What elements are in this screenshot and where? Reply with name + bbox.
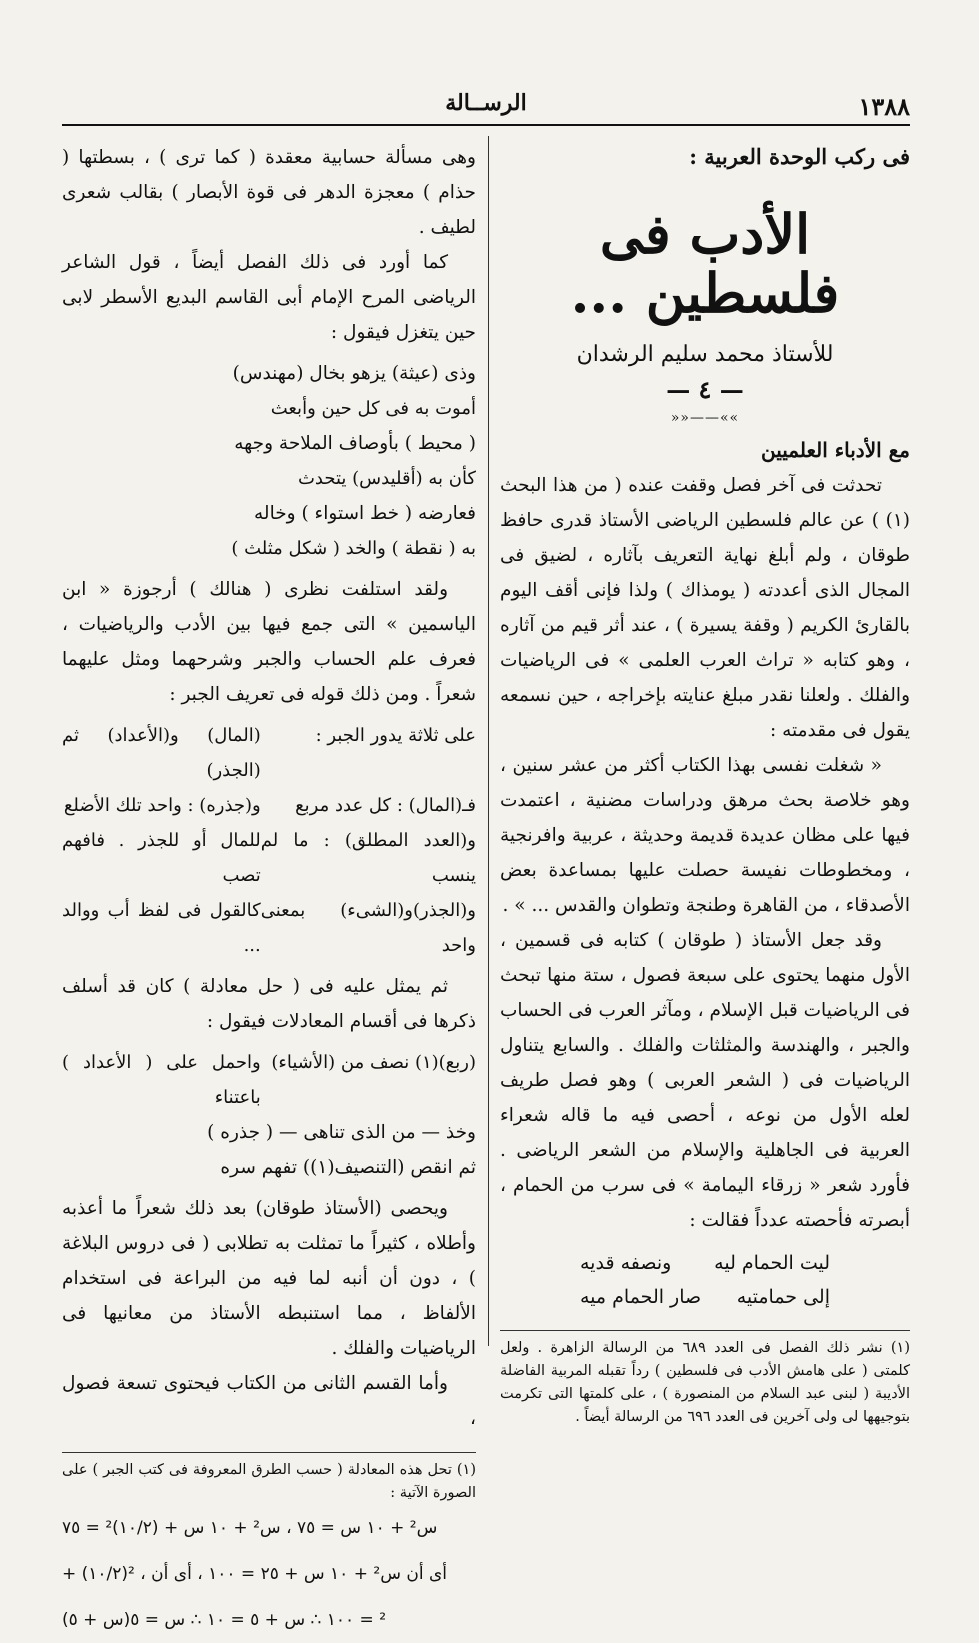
verse-hemistich: فـ(المال) : كل عدد مربع [295,795,476,816]
poem-row [580,1246,830,1280]
poem-hemistich: ونصفه قديه [580,1251,672,1274]
page-number: ١٣٨٨ [858,92,910,121]
verse-block [62,356,476,566]
section-subheading: مع الأدباء العلميين [761,437,910,462]
paragraph: « شغلت نفسى بهذا الكتاب أكثر من عشر سنين ، وهو خلاصة بحث مرهق ودراسات مضنية ، اعتمدت فيها على مظان عديدة قديمة وحديثة ، عربية وافرنجية ، ومخطوطات نفيسة حصلت عليها بمساعدة بعض الأصدقاء ، من القاهرة وطنجة وتطوان والقدس ... » . [500,754,910,916]
author-byline: للأستاذ محمد سليم الرشدان [576,341,834,367]
verse-hemistich: و(العدد المطلق) : ما لم ينسب [260,830,476,886]
verse-hemistich: كالقول فى لفظ أب ووالد ... [62,900,261,956]
verse-hemistich: و(جذره) : واحد تلك الأضلع [63,795,261,816]
paragraph: تحدثت فى آخر فصل وقفت عنده ( من هذا البحث (١) ) عن عالم فلسطين الرياضى الأستاذ قدرى حافظ طوقان ، ولم أبلغ نهاية التعريف بآثاره ، لضيق فى المجال الذى أعددته ( يومذاك ) ولذا فإنى أقف اليوم بالقارئ الكريم ( وقفة يسيرة ) ، عند أثر قيم من آثاره ، وهو كتابه « تراث العرب العلمى » فى الرياضيات والفلك . ولعلنا نقدر مبلغ عنايته بإخراجه ، حين نسمعه يقول فى مقدمته : [500,474,910,741]
verse-line [62,788,476,823]
verse-line: وذى (عيثة) يزهو بخال (مهندس) [232,363,476,384]
page-header [62,88,910,126]
verse-block [62,1045,476,1185]
paragraph: ويحصى (الأستاذ طوقان) بعد ذلك شعراً ما أعذبه وأطلاه ، كثيراً ما تمثلت به تطلابى ( فى دروس البلاغة ) ، دون أن أنبه لما فيه من البراعة فى استخدام الألفاظ ، مما استنبطه الأستاذ من معانيها فى الرياضيات والفلك . [62,1198,476,1359]
verse-line: أموت به فى كل حين وأبعث [270,398,476,419]
verse-line [62,823,476,893]
paragraph: وأما القسم الثانى من الكتاب فيحتوى تسعة فصول ، [62,1373,476,1429]
verse-line: كأن به (أقليدس) يتحدث [297,468,476,489]
equation-line: + (١٠/٢)² ، أى أن س² + ١٠ س + ٢٥ = ١٠٠ ، أى أن [62,1564,447,1584]
column-divider [488,136,489,1346]
poem-hemistich: ليت الحمام ليه [714,1251,830,1274]
paragraph: كما أورد فى ذلك الفصل أيضاً ، قول الشاعر الرياضى المرح الإمام أبى القاسم البديع الأسطر لابى حين يتغزل فيقول : [62,252,476,343]
poem-hemistich: صار الحمام ميه [580,1285,702,1308]
left-column [62,140,476,1643]
paragraph: وهى مسألة حسابية معقدة ( كما ترى ) ، بسطتها ( حذام ) معجزة الدهر فى قوة الأبصار ) بقالب شعرى لطيف . [62,147,476,238]
footnote-rule [500,1330,910,1331]
verse-block [62,718,476,963]
verse-hemistich: و(الجذر)و(الشىء) بمعنى واحد [260,900,476,956]
ornament-divider: »»——«« [670,409,740,426]
verse-line: وخذ — من الذى تناهى — ( جذره ) [207,1122,476,1143]
magazine-title: الرســالة [445,90,527,116]
article-title: الأدب فى فلسطين ... [570,202,840,326]
verse-line: ( محيط ) بأوصاف الملاحة وجهه [234,433,476,454]
equation-line: س² + ١٠ س = ٧٥ ، س² + ١٠ س + (١٠/٢)² = ٧٥ [62,1518,438,1538]
right-column [500,140,910,1429]
verse-line [62,1045,476,1115]
footnote: (١) نشر ذلك الفصل فى العدد ٦٨٩ من الرسالة الزاهرة . ولعل كلمتى ( على هامش الأدب فى فلسطين ) رداً تقبله المربية الفاضلة الأديبة ( لبنى عبد السلام من المنصورة ) ، على كلمتها التى تكرمت بتوجيهها لى ولى آخرين فى العدد ٦٩٦ من الرسالة أيضاً . [500,1339,910,1425]
verse-line: به ( نقطة ) والخد ( شكل مثلث ) [231,538,476,559]
verse-hemistich: للمال أو للجذر . فافهم تصب [62,830,261,886]
verse-line: فعارضه ( خط استواء ) وخاله [254,503,476,524]
poem [580,1246,830,1314]
footnote-rule [62,1452,476,1453]
verse-hemistich: على ثلاثة يدور الجبر : [315,725,476,746]
verse-hemistich: واحمل على ( الأعداد ) باعتناء [62,1052,261,1108]
part-number: — ٤ — [666,374,744,404]
paragraph: وقد جعل الأستاذ ( طوقان ) كتابه فى قسمين ، الأول منهما يحتوى على سبعة فصول ، ستة منها تبحث فى الرياضيات قبل الإسلام ، ومآثر العرب فى الحساب والجبر ، والهندسة والمثلثات والفلك . والسابع يتناول الرياضيات فى ( الشعر العربى ) وهو فصل طريف لعله الأول من نوعه ، أحصى فيه ما قاله شعراء العربية فى الجاهلية والإسلام من الشعر الرياضى . فأورد شعر « زرقاء اليمامة » فى سرب من الحمام ، أبصرته فأحصته عدداً فقالت : [500,929,910,1231]
poem-hemistich: إلى حمامتيه [736,1285,830,1308]
footnote: (١) تحل هذه المعادلة ( حسب الطرق المعروفة فى كتب الجبر ) على الصورة الآتية : [62,1462,476,1501]
verse-line [62,718,476,788]
verse-hemistich: (ربع)(١) نصف من (الأشياء) [271,1052,476,1073]
verse-line [62,893,476,963]
equation-line: (س + ٥)² = ١٠٠ ∴ س + ٥ = ١٠ ∴ س = ٥ [62,1610,387,1630]
paragraph: ولقد استلفت نظرى ( هنالك ) أرجوزة « ابن الياسمين » التى جمع فيها بين الأدب والرياضيات ، فعرف علم الحساب والجبر وشرحهما ومثل عليهما شعراً . ومن ذلك قوله فى تعريف الجبر : [62,579,476,705]
verse-hemistich: (المال) و(الأعداد) ثم (الجذر) [62,725,261,781]
paragraph: ثم يمثل عليه فى ( حل معادلة ) كان قد أسلف ذكرها فى أقسام المعادلات فيقول : [62,976,476,1032]
verse-line: ثم انقص (التنصيف(١)) تفهم سره [220,1157,476,1178]
section-kicker: فى ركب الوحدة العربية : [689,144,910,169]
poem-row [580,1280,830,1314]
